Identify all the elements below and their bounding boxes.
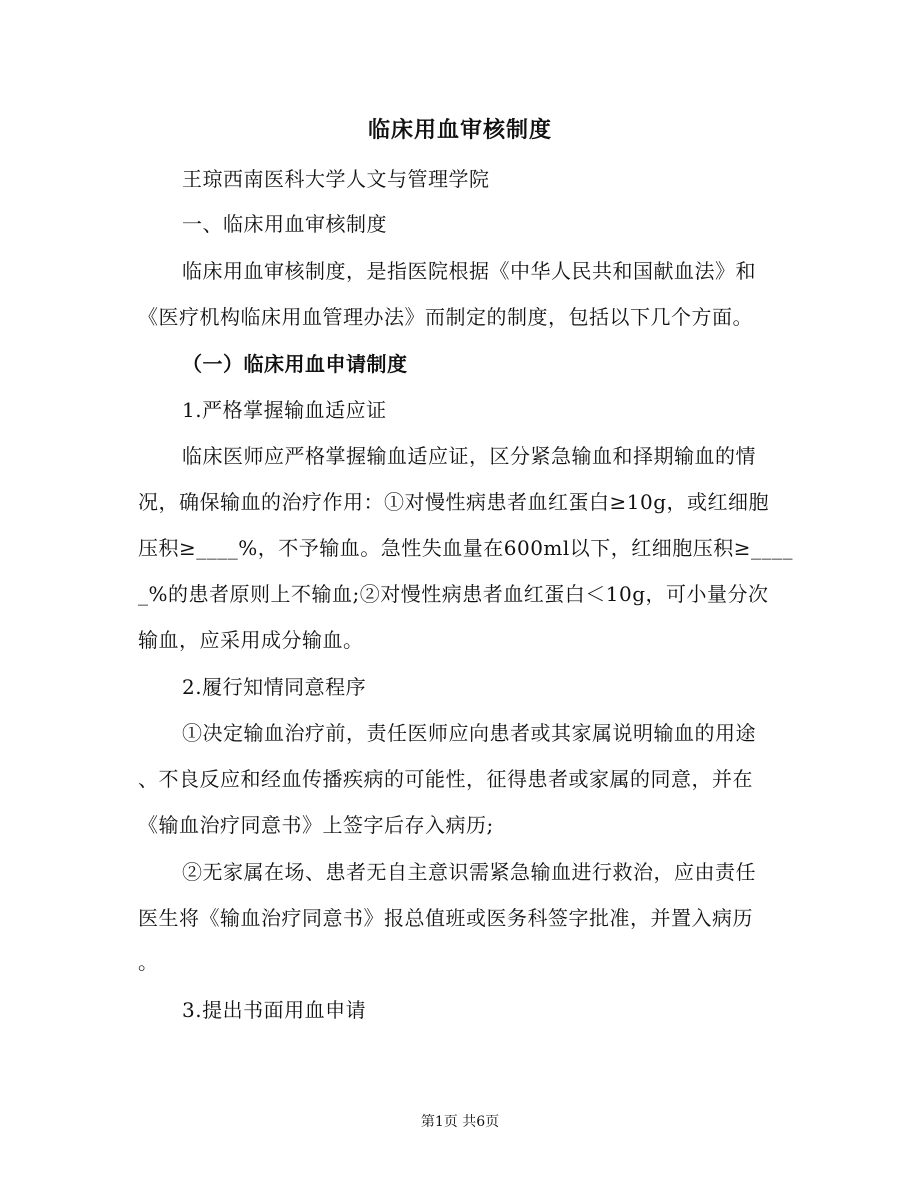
item2-heading: 2.履行知情同意程序 [182,675,367,699]
item1-line-5: 输血，应采用成分输血。 [138,628,364,652]
item2-para2-line-3: 。 [138,950,159,974]
document-title: 临床用血审核制度 [367,117,552,143]
page-number-footer: 第1页 共6页 [420,1114,500,1130]
item2-para2-line-1: ②无家属在场、患者无自主意识需紧急输血进行救治，应由责任 [182,860,756,884]
item1-line-3: 压积≥____%，不予输血。急性失血量在600ml以下，红细胞压积≥____ [138,536,794,560]
item2-para1-line-2: 、不良反应和经血传播疾病的可能性，征得患者或家属的同意，并在 [138,767,753,791]
subsection-heading: （一）临床用血申请制度 [182,352,408,376]
item2-para2-line-2: 医生将《输血治疗同意书》报总值班或医务科签字批准，并置入病历 [138,906,753,930]
item1-line-4: _%的患者原则上不输血;②对慢性病患者血红蛋白＜10g，可小量分次 [138,582,769,606]
section-heading: 一、临床用血审核制度 [182,212,387,236]
item1-line-2: 况，确保输血的治疗作用：①对慢性病患者血红蛋白≥10g，或红细胞 [138,490,770,514]
intro-line-1: 临床用血审核制度，是指医院根据《中华人民共和国献血法》和 [182,259,756,283]
author-line: 王琼西南医科大学人文与管理学院 [182,167,490,191]
item2-para1-line-1: ①决定输血治疗前，责任医师应向患者或其家属说明输血的用途 [182,721,756,745]
item3-heading: 3.提出书面用血申请 [182,998,367,1022]
item1-line-1: 临床医师应严格掌握输血适应证，区分紧急输血和择期输血的情 [182,444,756,468]
intro-line-2: 《医疗机构临床用血管理办法》而制定的制度，包括以下几个方面。 [138,305,753,329]
item1-heading: 1.严格掌握输血适应证 [182,398,387,422]
item2-para1-line-3: 《输血治疗同意书》上签字后存入病历; [138,813,494,837]
